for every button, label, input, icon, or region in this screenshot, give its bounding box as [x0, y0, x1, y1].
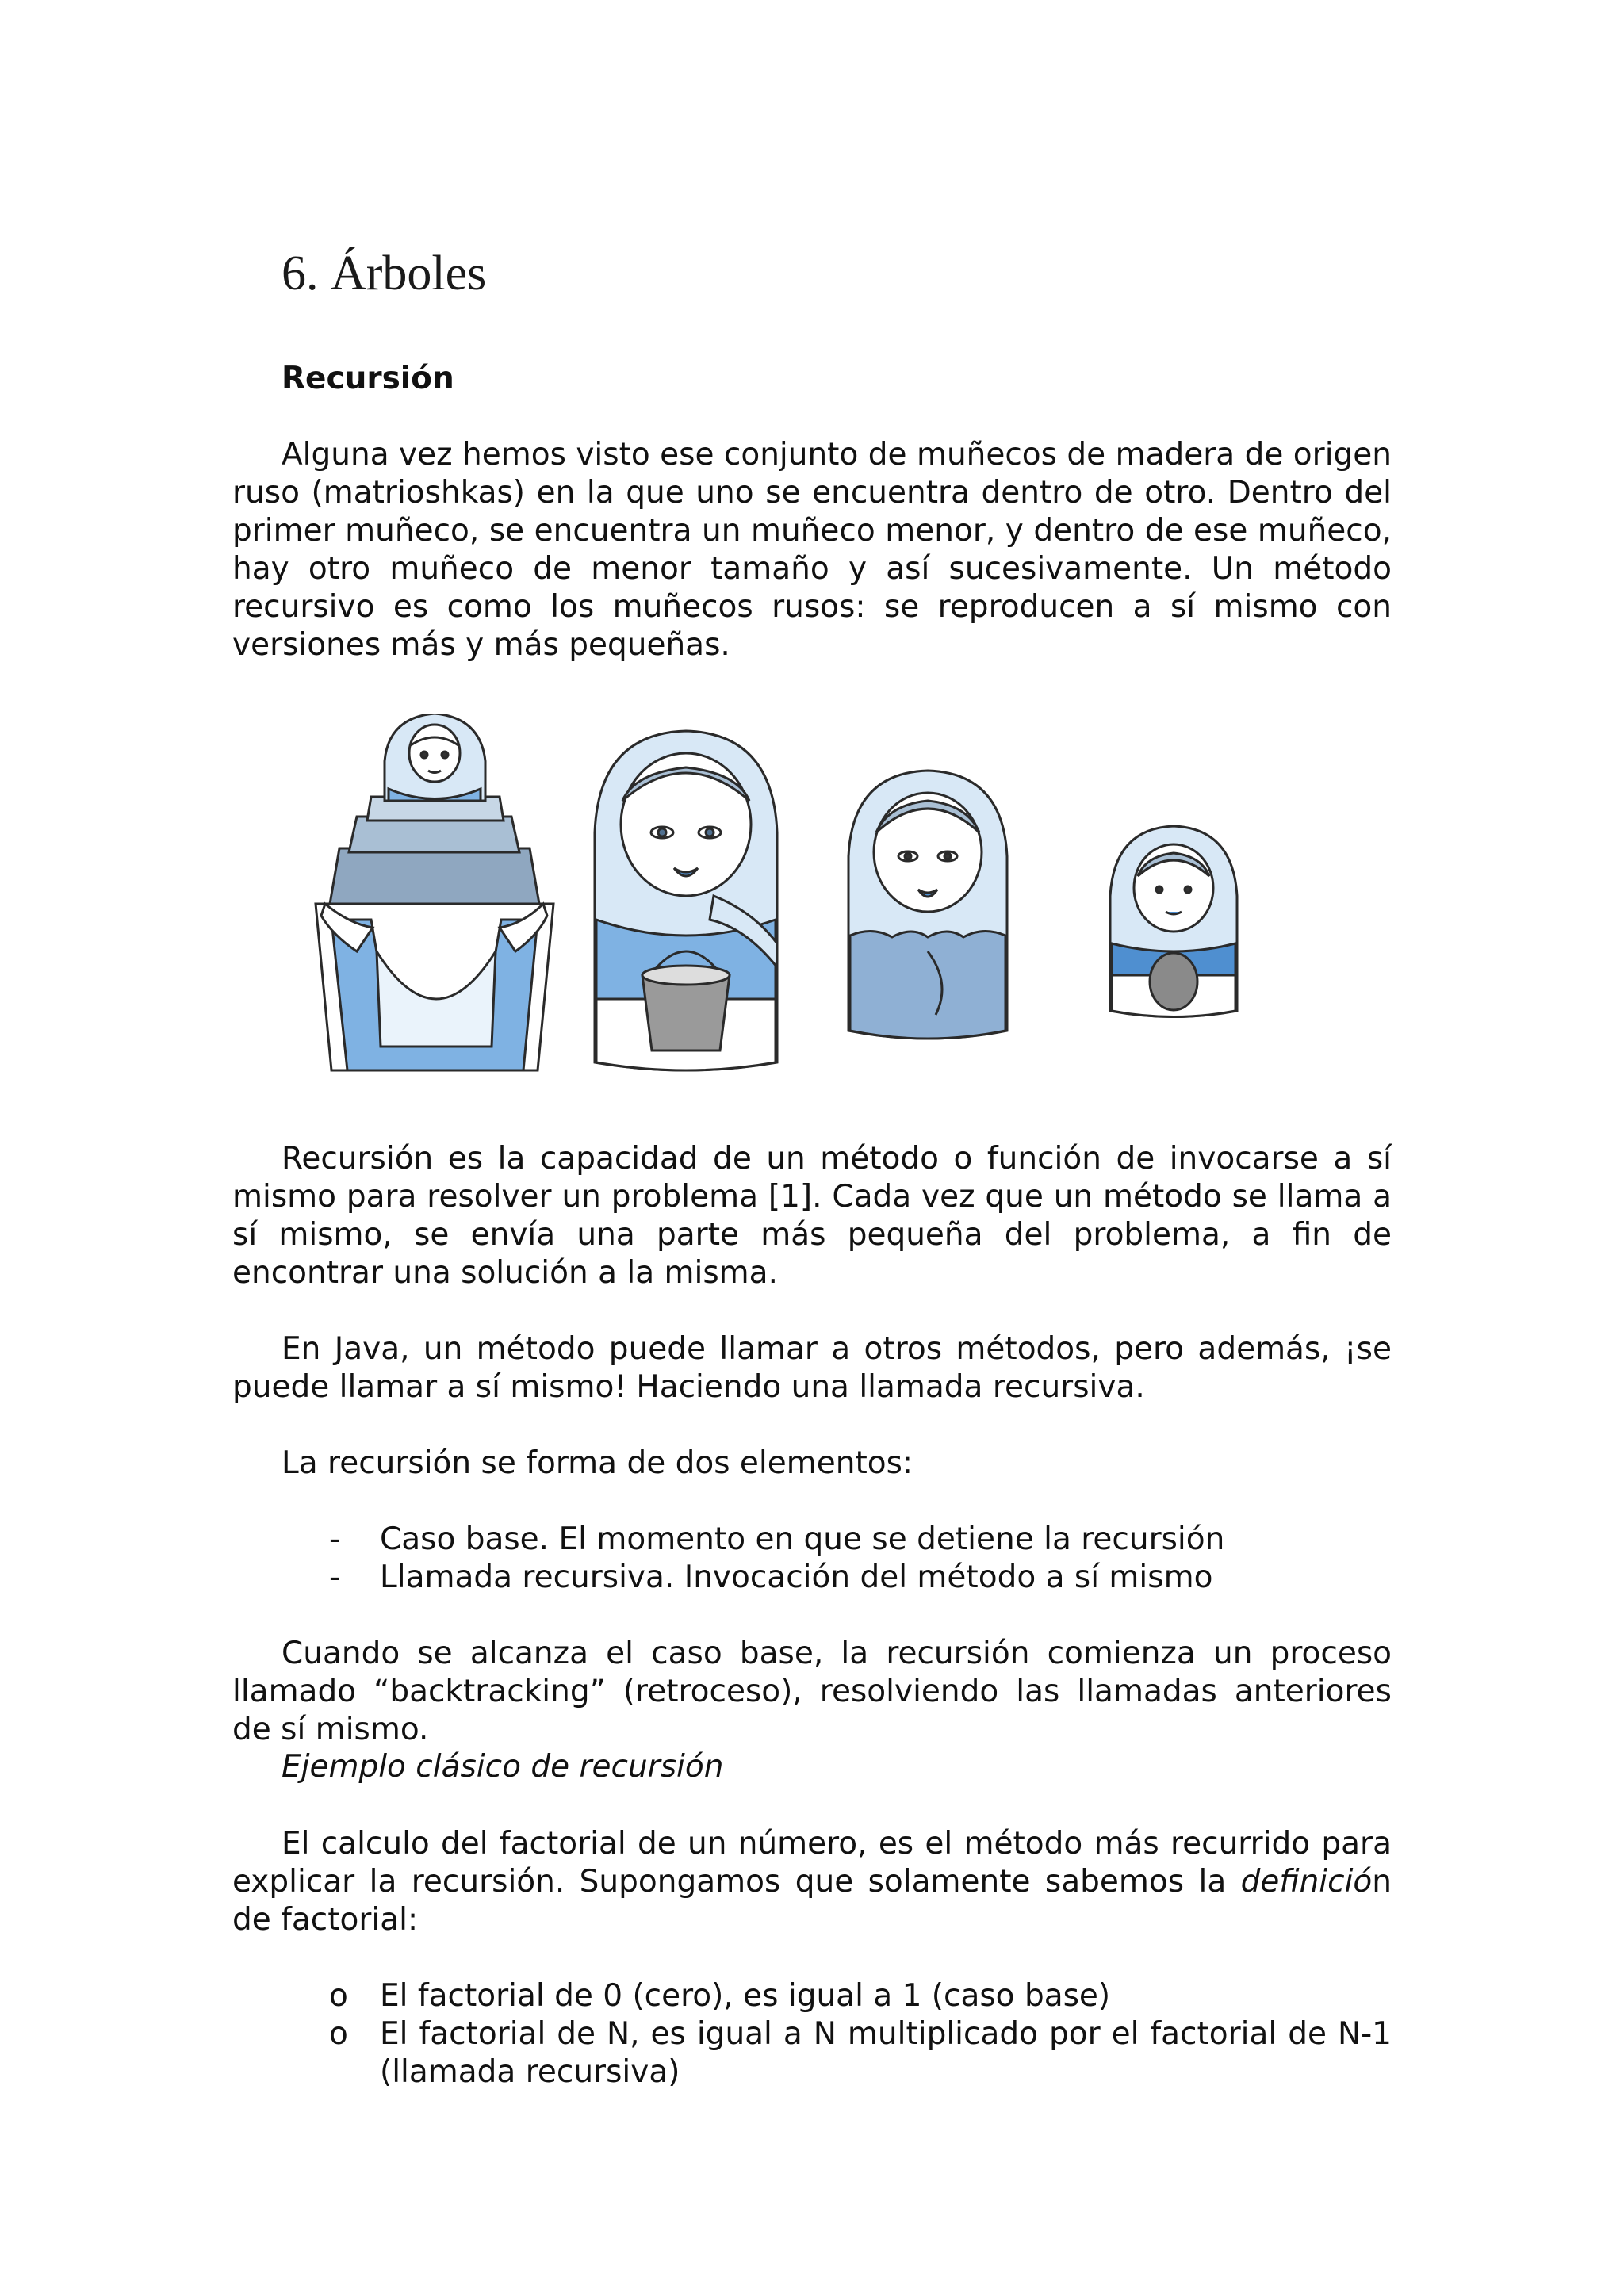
nested-doll-stack: [316, 714, 553, 1070]
definition-paragraph: Recursión es la capacidad de un método o función de invocarse a sí mismo para resolver un problema [1]. Cada vez que un método se llama a sí mismo, se envía una parte más pequeña del problema, a fin de encontrar una solución a la misma.: [232, 1141, 1392, 1291]
doll-small: [1110, 826, 1237, 1017]
circle-bullet-icon: o: [329, 1978, 348, 2014]
recursion-elements-list: [329, 1521, 1392, 1597]
factorial-paragraph: El calculo del factorial de un número, es el método más recurrido para explicar la recursión. Supongamos que solamente sabemos la definición de factorial:: [232, 1826, 1392, 1938]
list-item: o El factorial de 0 (cero), es igual a 1 (caso base): [329, 1978, 1111, 2014]
matryoshka-dolls-figure: [301, 714, 1332, 1086]
circle-bullet-icon: o: [329, 2016, 348, 2052]
section-heading: Recursión: [282, 361, 454, 396]
list-item: o El factorial de N, es igual a N multiplicado por el factorial de N-1 (llamada recursiva): [329, 2016, 1392, 2090]
doll-with-basket: [595, 731, 777, 1070]
example-heading: Ejemplo clásico de recursión: [282, 1749, 724, 1785]
chapter-title: 6. Árboles: [282, 247, 487, 300]
factorial-rules-list: [329, 1977, 1392, 2091]
intro-paragraph: Alguna vez hemos visto ese conjunto de muñecos de madera de origen ruso (matrioshkas) en la que uno se encuentra dentro de otro. Dentro del primer muñeco, se encuentra un muñeco menor, y dentro de ese muñeco, hay otro muñeco de menor tamaño y así sucesivamente. Un método recursivo es como los muñecos rusos: se reproducen a sí mismo con versiones más y más pequeñas.: [232, 437, 1392, 663]
dash-bullet: -: [329, 1521, 341, 1557]
list-item: - Caso base. El momento en que se detiene la recursión: [329, 1521, 1225, 1557]
backtracking-paragraph: Cuando se alcanza el caso base, la recursión comienza un proceso llamado “backtracking” (retroceso), resolviendo las llamadas anteriores de sí mismo.: [232, 1636, 1392, 1747]
java-paragraph: En Java, un método puede llamar a otros métodos, pero además, ¡se puede llamar a sí mismo! Haciendo una llamada recursiva.: [232, 1331, 1392, 1405]
list-item: - Llamada recursiva. Invocación del método a sí mismo: [329, 1559, 1213, 1595]
elements-intro: La recursión se forma de dos elementos:: [282, 1445, 914, 1481]
dash-bullet: -: [329, 1559, 341, 1595]
doll-medium: [848, 771, 1007, 1039]
